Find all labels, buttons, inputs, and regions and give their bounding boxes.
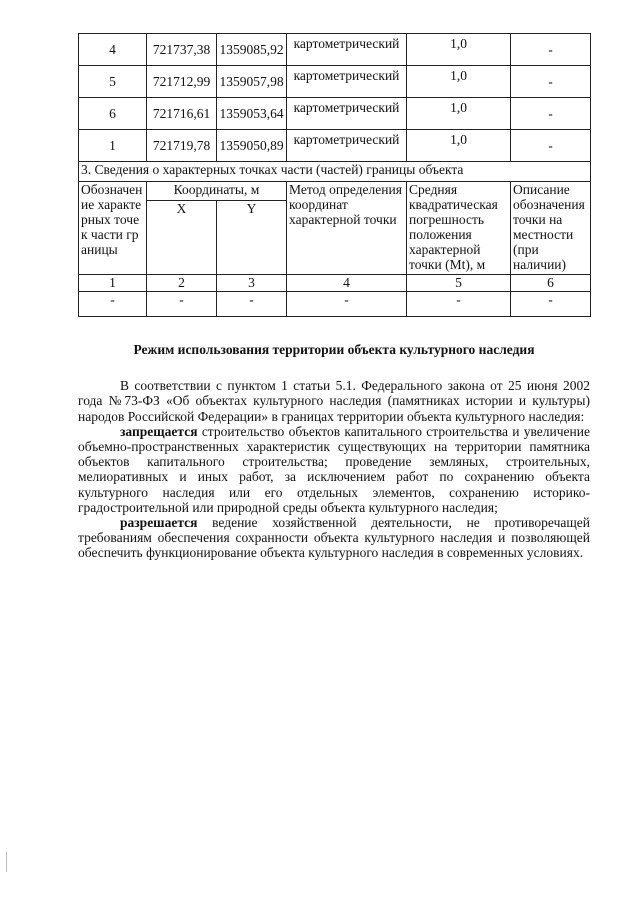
- table-row: [79, 130, 591, 162]
- empty-cell: -: [147, 292, 217, 317]
- column-number: 3: [217, 275, 287, 292]
- point-y: 1359050,89: [217, 130, 287, 162]
- column-number: 2: [147, 275, 217, 292]
- empty-cell: -: [287, 292, 407, 317]
- header-row: [79, 182, 591, 201]
- point-x: 721712,99: [147, 66, 217, 98]
- header-x: X: [147, 201, 217, 275]
- point-method: картометрический: [287, 98, 407, 130]
- allowed-text: ведение хозяйственной деятельности, не противоречащей требованиям обеспечения сохранности объекта культурного наследия и позволяющей обеспечить функционирование объекта культурного наследия в современных условиях.: [78, 515, 590, 561]
- point-number: 4: [79, 34, 147, 66]
- point-accuracy: 1,0: [407, 98, 511, 130]
- regime-heading: Режим использования территории объекта культурного наследия: [133, 342, 535, 357]
- allowed-paragraph: [78, 515, 590, 561]
- prohibited-keyword: запрещается: [120, 423, 198, 439]
- point-description: -: [511, 130, 591, 162]
- regime-section: [78, 342, 590, 561]
- header-designation: Обозначение характерных точек части границы: [79, 182, 147, 275]
- header-description: Описание обозначения точки на местности (при наличии): [511, 182, 591, 275]
- point-number: 1: [79, 130, 147, 162]
- allowed-keyword: разрешается: [120, 515, 198, 531]
- point-description: -: [511, 98, 591, 130]
- header-y: Y: [217, 201, 287, 275]
- point-number: 6: [79, 98, 147, 130]
- prohibited-paragraph: [78, 424, 590, 515]
- column-number: 1: [79, 275, 147, 292]
- point-x: 721737,38: [147, 34, 217, 66]
- empty-cell: -: [407, 292, 511, 317]
- column-number: 6: [511, 275, 591, 292]
- point-x: 721716,61: [147, 98, 217, 130]
- point-y: 1359053,64: [217, 98, 287, 130]
- point-description: -: [511, 34, 591, 66]
- table-row: [79, 34, 591, 66]
- section-title-row: [79, 162, 591, 182]
- point-method: картометрический: [287, 34, 407, 66]
- header-coords: Координаты, м: [147, 182, 287, 201]
- point-method: картометрический: [287, 130, 407, 162]
- empty-cell: -: [217, 292, 287, 317]
- regime-intro: В соответствии с пунктом 1 статьи 5.1. Федерального закона от 25 июня 2002 года №73-ФЗ «Об объектах культурного наследия (памятниках истории и культуры) народов Российской Федерации» в границах территории объекта культурного наследия:: [78, 378, 590, 424]
- header-accuracy: Средняя квадратическая погрешность положения характерной точки (Mt), м: [407, 182, 511, 275]
- point-description: -: [511, 66, 591, 98]
- point-x: 721719,78: [147, 130, 217, 162]
- point-y: 1359057,98: [217, 66, 287, 98]
- point-number: 5: [79, 66, 147, 98]
- point-method: картометрический: [287, 66, 407, 98]
- column-number: 5: [407, 275, 511, 292]
- scan-margin-mark: [6, 852, 7, 872]
- point-accuracy: 1,0: [407, 34, 511, 66]
- table-row: [79, 98, 591, 130]
- header-method: Метод определения координат характерной точки: [287, 182, 407, 275]
- table-row: [79, 66, 591, 98]
- prohibited-text: строительство объектов капитального строительства и увеличение объемно-пространственных характеристик существующих на территории памятника объектов капитального строительства; проведение земляных, строительных, мелиоративных и иных работ, за исключением работ по сохранению объекта культурного наследия или его отдельных элементов, сохранению историко-градостроительной или природной среды объекта культурного наследия;: [78, 423, 590, 515]
- empty-cell: -: [511, 292, 591, 317]
- column-numbers-row: [79, 275, 591, 292]
- coordinates-table: [78, 33, 591, 317]
- column-number: 4: [287, 275, 407, 292]
- point-accuracy: 1,0: [407, 130, 511, 162]
- empty-cell: -: [79, 292, 147, 317]
- point-accuracy: 1,0: [407, 66, 511, 98]
- empty-data-row: [79, 292, 591, 317]
- point-y: 1359085,92: [217, 34, 287, 66]
- section-title: 3. Сведения о характерных точках части (частей) границы объекта: [79, 162, 591, 182]
